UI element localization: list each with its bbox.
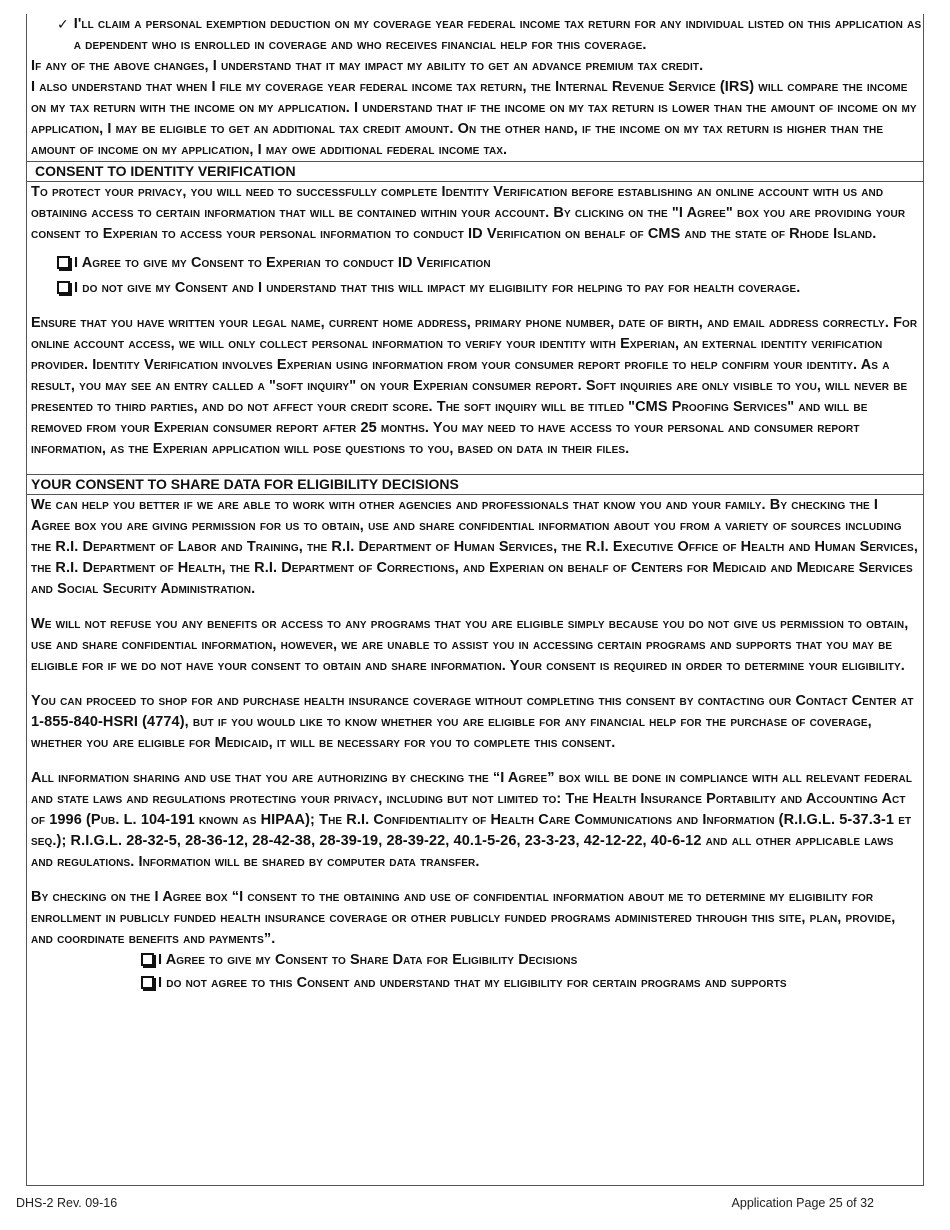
checkmark-icon: ✓	[57, 16, 69, 32]
share-paragraph-1: We can help you better if we are able to work with other agencies and professionals that know you and your family. By checking the I Agree box you are giving permission for us to obtain, use and share confidential information about you from a variety of sources including the R.I. Department of Labor and Training, the R.I. Department of Human Services, the R.I. Executive Office of Health and Human Services, the R.I. Department of Health, the R.I. Department of Corrections, and Experian on behalf of Centers for Medicaid and Medicare Services and Social Security Administration.	[31, 497, 918, 597]
share-agree-option[interactable]	[27, 950, 923, 971]
share-paragraph-4: All information sharing and use that you are authorizing by checking the “I Agree” box will be done in compliance with all relevant federal and state laws and regulations protecting your privacy, including but not limited to: The Health Insurance Portability and Accounting Act of 1996 (Pub. L. 104-191 known as HIPAA); The R.I. Confidentiality of Health Care Communications and Information (R.I.G.L. 5-37.3-1 et seq.); R.I.G.L. 28-32-5, 28-36-12, 28-42-38, 28-39-19, 28-39-22, 40.1-5-26, 23-3-23, 42-12-22, 40-6-12 and all other applicable laws and regulations. Information will be shared by computer data transfer.	[31, 770, 913, 870]
share-paragraph-3: You can proceed to shop for and purchase health insurance coverage without completing this consent by contacting our Contact Center at 1-855-840-HSRI (4774), but if you would like to know whether you are eligible for any financial help for the purchase of coverage, whether you are eligible for Medicaid, it will be necessary for you to complete this consent.	[31, 693, 914, 751]
document-frame	[26, 14, 924, 1186]
identity-details-paragraph: Ensure that you have written your legal name, current home address, primary phone number, date of birth, and email address correctly. For online account access, we will only collect personal information to verify your identity with Experian, an external identity verification provider. Identity Verification involves Experian using information from your consumer report profile to help confirm your identity. As a result, you may see an entry called a "soft inquiry" on your Experian consumer report. Soft inquiries are only visible to you, will never be presented to third parties, and do not affect your credit score. The soft inquiry will be titled "CMS Proofing Services" and will be removed from your Experian consumer report after 25 months. You may need to have access to your personal and consumer report information, as the Experian application will pose questions to you, based on data in their files.	[31, 315, 918, 457]
form-id: DHS-2 Rev. 09-16	[16, 1196, 118, 1210]
identity-agree-checkbox[interactable]	[57, 256, 70, 269]
page-number: Application Page 25 of 32	[731, 1196, 874, 1210]
identity-disagree-checkbox[interactable]	[57, 281, 70, 294]
share-disagree-label: I do not agree to this Consent and understand that my eligibility for certain programs and supports	[158, 975, 787, 991]
identity-section-heading: CONSENT TO IDENTITY VERIFICATION	[27, 161, 923, 182]
share-disagree-checkbox[interactable]	[141, 976, 154, 989]
tax-exemption-item	[27, 14, 923, 56]
share-paragraph-2: We will not refuse you any benefits or access to any programs that you are eligible simply because you do not give us permission to obtain, use and share confidential information, however, we are unable to assist you in accessing certain programs and supports that you may be eligible for if we do not have your consent to obtain and share information. Your consent is required in order to determine your eligibility.	[31, 616, 909, 674]
share-paragraph-5: By checking on the I Agree box “I consent to the obtaining and use of confidential information about me to determine my eligibility for enrollment in publicly funded health insurance coverage or other publicly funded programs administered through this site, plan, provide, and coordinate benefits and payments”.	[31, 889, 896, 947]
changes-paragraph: If any of the above changes, I understand that it may impact my ability to get an advance premium tax credit.	[31, 58, 704, 74]
share-agree-label: I Agree to give my Consent to Share Data for Eligibility Decisions	[158, 952, 578, 968]
irs-paragraph: I also understand that when I file my coverage year federal income tax return, the Internal Revenue Service (IRS) will compare the income on my tax return with the income on my application. I understand that if the income on my tax return is lower than the amount of income on my application, I may be eligible to get an additional tax credit amount. On the other hand, if the income on my tax return is higher than the amount of income on my application, I may owe additional federal income tax.	[31, 79, 917, 158]
identity-disagree-option[interactable]	[27, 278, 923, 299]
share-agree-checkbox[interactable]	[141, 953, 154, 966]
page-footer	[16, 1196, 874, 1210]
identity-agree-option[interactable]	[27, 253, 923, 274]
share-section-heading: YOUR CONSENT TO SHARE DATA FOR ELIGIBILITY DECISIONS	[27, 474, 923, 495]
tax-exemption-text: I'll claim a personal exemption deduction on my coverage year federal income tax return for any individual listed on this application as a dependent who is enrolled in coverage and who receives financial help for this coverage.	[73, 16, 922, 53]
share-disagree-option[interactable]	[27, 973, 923, 994]
identity-agree-label: I Agree to give my Consent to Experian to conduct ID Verification	[74, 255, 491, 271]
identity-disagree-label: I do not give my Consent and I understand that this will impact my eligibility for helping to pay for health coverage.	[74, 280, 801, 296]
identity-intro-paragraph: To protect your privacy, you will need to successfully complete Identity Verification before establishing an online account with us and obtaining access to certain information that will be contained within your account. By clicking on the "I Agree" box you are providing your consent to Experian to access your personal information to conduct ID Verification on behalf of CMS and the state of Rhode Island.	[31, 184, 906, 242]
